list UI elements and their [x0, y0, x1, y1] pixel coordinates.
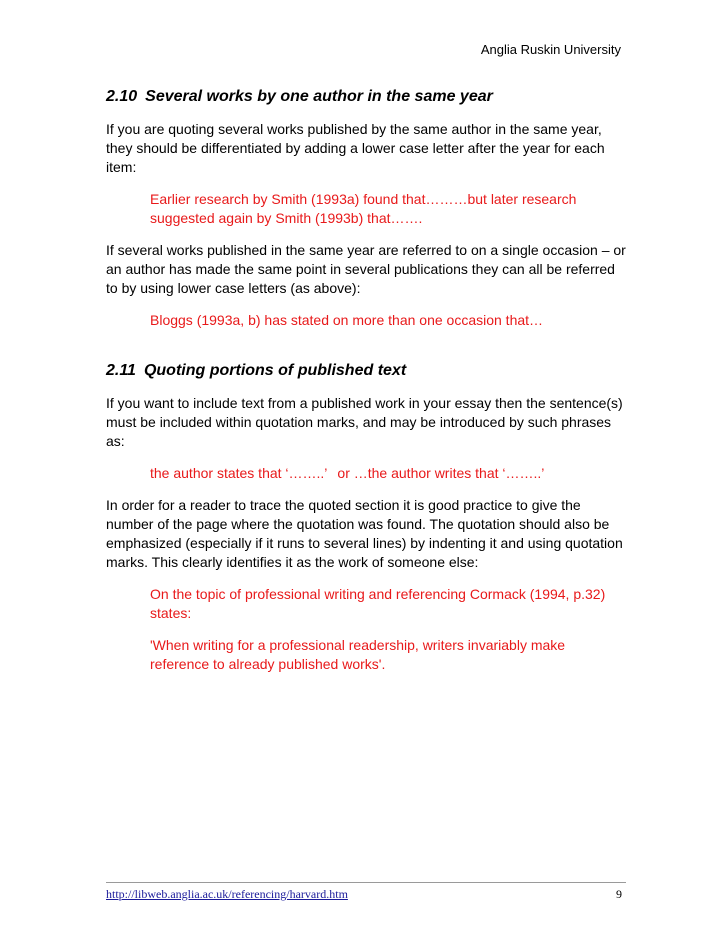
example-quote: Earlier research by Smith (1993a) found that………but later research suggested again by Smith (1993b) that……. — [150, 191, 577, 226]
footer-divider — [106, 882, 626, 883]
section-heading-2-10 — [106, 87, 626, 107]
page-header: Anglia Ruskin University — [480, 42, 621, 57]
page-content — [106, 87, 626, 674]
section-number: 2.11 — [106, 362, 136, 379]
body-paragraph: In order for a reader to trace the quoted section it is good practice to give the number of the page where the quotation was found. The quotation should also be emphasized (especially if it runs to several lines) by indenting it and using quotation marks. This clearly identifies it as the work of someone else: — [106, 497, 623, 570]
footer-url-link[interactable]: http://libweb.anglia.ac.uk/referencing/harvard.htm — [106, 887, 348, 901]
section-title: Quoting portions of published text — [143, 362, 407, 379]
section-title: Several works by one author in the same year — [145, 88, 493, 105]
section-heading-2-11 — [106, 361, 626, 381]
example-quote: 'When writing for a professional readership, writers invariably make reference to already published works'. — [150, 637, 566, 672]
body-paragraph: If you are quoting several works published by the same author in the same year, they should be differentiated by adding a lower case letter after the year for each item: — [106, 121, 605, 175]
page-number: 9 — [616, 887, 622, 901]
example-phrase-states: the author states that ‘……..’ — [150, 465, 328, 481]
example-phrase-writes: or …the author writes that ‘……..’ — [337, 465, 545, 481]
body-paragraph: If several works published in the same year are referred to on a single occasion – or an author has made the same point in several publications they can all be referred to by using lower case letters (as above): — [106, 242, 626, 296]
example-quote: On the topic of professional writing and referencing Cormack (1994, p.32) states: — [150, 586, 606, 621]
example-quote: Bloggs (1993a, b) has stated on more than one occasion that… — [150, 312, 544, 328]
section-number: 2.10 — [106, 88, 138, 105]
example-quote — [106, 464, 626, 483]
body-paragraph: If you want to include text from a published work in your essay then the sentence(s) must be included within quotation marks, and may be introduced by such phrases as: — [106, 395, 623, 449]
